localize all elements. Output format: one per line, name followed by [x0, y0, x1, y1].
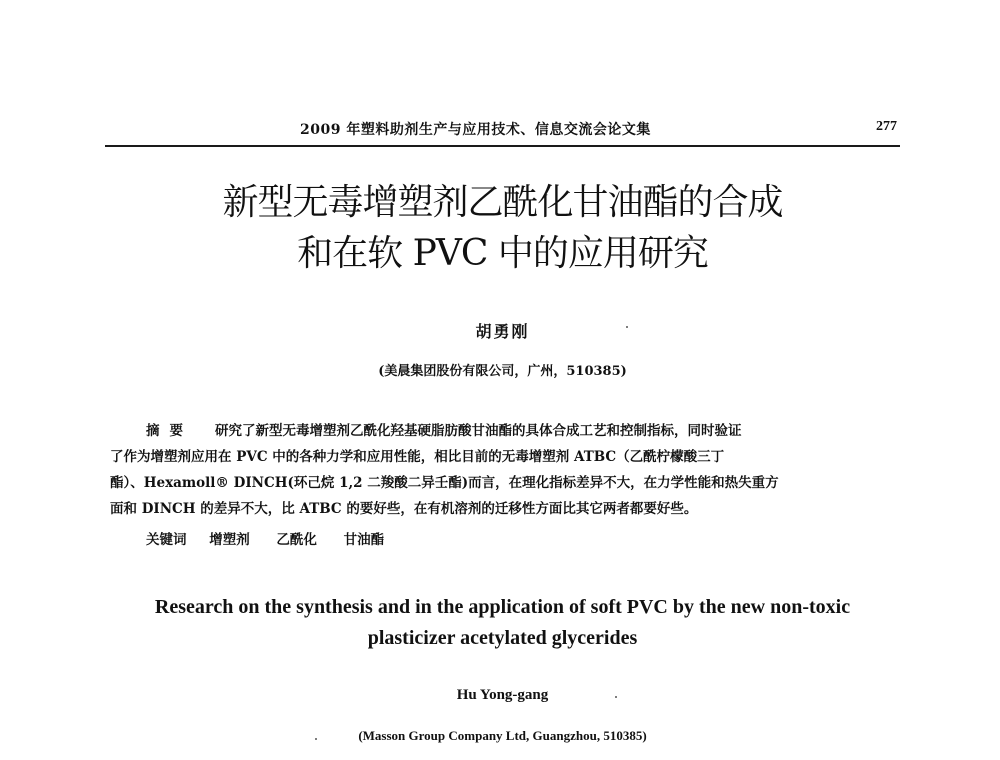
affiliation-cn: (美晨集团股份有限公司，广州，510385)	[378, 364, 627, 379]
keyword-2: 乙酰化	[276, 532, 317, 548]
author-en: Hu Yong-gang	[456, 687, 549, 703]
keywords-label: 关键词	[146, 532, 187, 548]
title-cn-line-2: 和在软 PVC 中的应用研究	[297, 233, 708, 274]
affiliation-en: (Masson Group Company Ltd, Guangzhou, 510385)	[358, 728, 647, 743]
abstract-line-3: 酯）、Hexamoll® DINCH(环己烷 1,2 二羧酸二异壬酯)而言，在理化指标差异不大，在力学性能和热失重方	[110, 475, 779, 491]
abstract-label: 摘要	[146, 423, 193, 439]
title-cn-line-1: 新型无毒增塑剂乙酰化甘油酯的合成	[222, 182, 783, 223]
proceedings-title: 2009 年塑料助剂生产与应用技术、信息交流会论文集	[300, 122, 651, 138]
scan-speck	[615, 696, 617, 698]
scan-speck	[315, 738, 317, 740]
title-en-line-1: Research on the synthesis and in the application of soft PVC by the new non-toxic	[154, 596, 851, 618]
author-cn: 胡勇刚	[475, 322, 530, 341]
abstract-cn	[110, 418, 902, 522]
abstract-line-4: 面和 DINCH 的差异不大，比 ATBC 的要好些，在有机溶剂的迁移性方面比其它两者都要好些。	[110, 501, 698, 517]
page-number: 277	[876, 119, 897, 134]
abstract-line-2: 了作为增塑剂应用在 PVC 中的各种力学和应用性能，相比目前的无毒增塑剂 ATBC（乙酰柠檬酸三丁	[110, 449, 725, 465]
keyword-1: 增塑剂	[209, 532, 250, 548]
keywords-cn	[146, 528, 406, 548]
abstract-text: 研究了新型无毒增塑剂乙酰化羟基硬脂肪酸甘油酯的具体合成工艺和控制指标，同时验证	[215, 423, 742, 439]
keyword-3: 甘油酯	[343, 532, 385, 548]
header-rule	[105, 145, 900, 147]
abstract-line-1	[110, 418, 902, 444]
scan-speck	[626, 326, 628, 328]
title-en-line-2: plasticizer acetylated glycerides	[367, 627, 638, 649]
